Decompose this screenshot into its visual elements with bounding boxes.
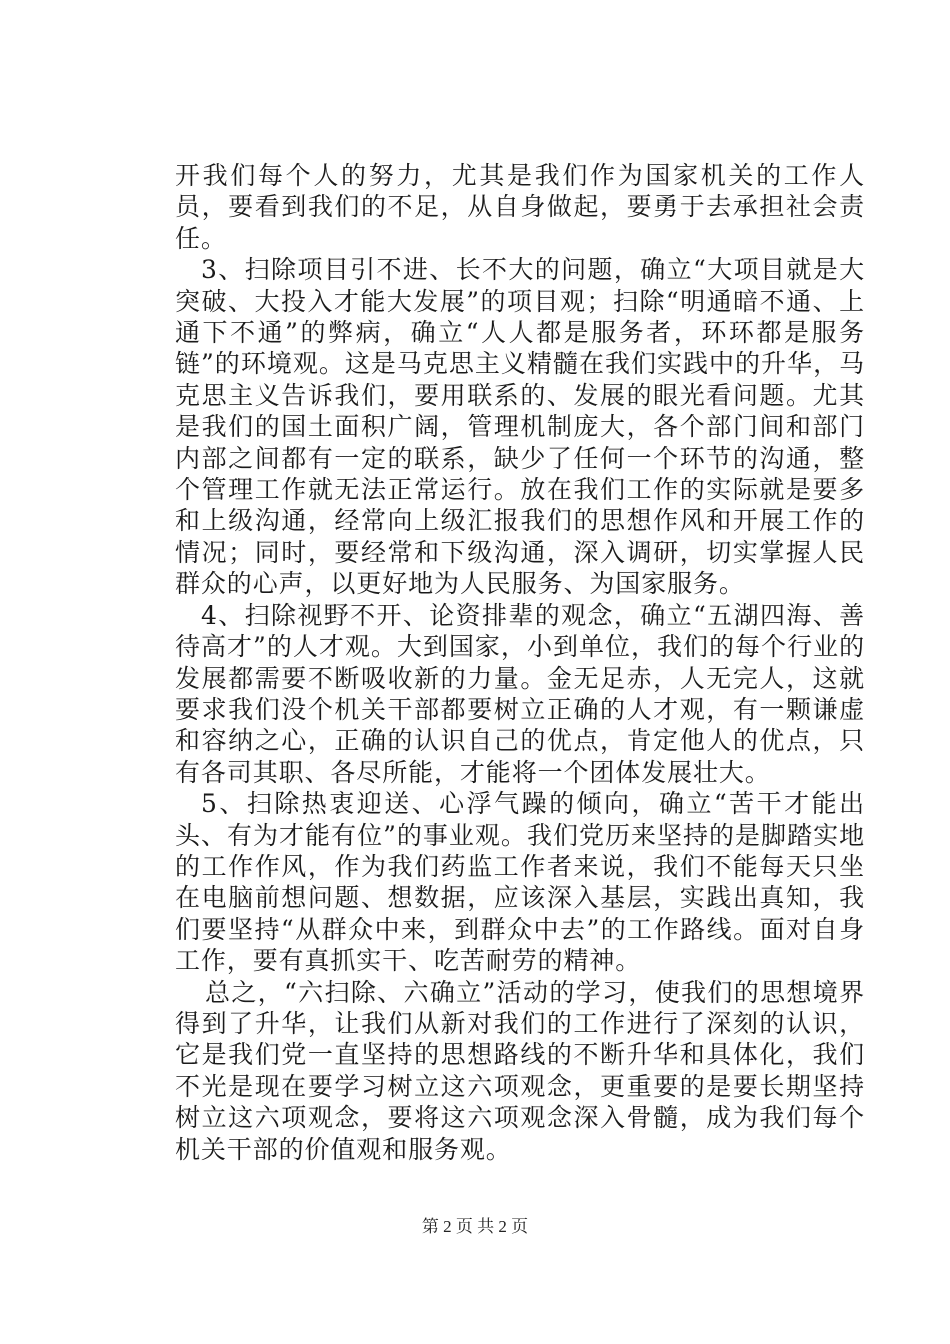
page-number-footer: 第 2 页 共 2 页 (421, 1217, 529, 1236)
paragraph-item-3: 3、扫除项目引不进、长不大的问题，确立“大项目就是大突破、大投入才能大发展”的项目观；扫除“明通暗不通、上通下不通”的弊病，确立“人人都是服务者，环环都是服务链”的环境观。这是马克思主义精髓在我们实践中的升华，马克思主义告诉我们，要用联系的、发展的眼光看问题。尤其是我们的国土面积广阔，管理机制庞大，各个部门间和部门内部之间都有一定的联系，缺少了任何一个环节的沟通，整个管理工作就无法正常运行。放在我们工作的实际就是要多和上级沟通，经常向上级汇报我们的思想作风和开展工作的情况；同时，要经常和下级沟通，深入调研，切实掌握人民群众的心声，以更好地为人民服务、为国家服务。 (175, 255, 865, 599)
paragraph-item-4: 4、扫除视野不开、论资排辈的观念，确立“五湖四海、善待高才”的人才观。大到国家，小到单位，我们的每个行业的发展都需要不断吸收新的力量。金无足赤，人无完人，这就要求我们没个机关干部都要树立正确的人才观，有一颗谦虚和容纳之心，正确的认识自己的优点，肯定他人的优点，只有各司其职、各尽所能，才能将一个团体发展壮大。 (175, 600, 865, 787)
paragraph-continuation: 开我们每个人的努力，尤其是我们作为国家机关的工作人员，要看到我们的不足，从自身做起，要勇于去承担社会责任。 (175, 161, 865, 253)
paragraph-conclusion: 总之，“六扫除、六确立”活动的学习，使我们的思想境界得到了升华，让我们从新对我们的工作进行了深刻的认识，它是我们党一直坚持的思想路线的不断升华和具体化，我们不光是现在要学习树立这六项观念，更重要的是要长期坚持树立这六项观念，要将这六项观念深入骨髓，成为我们每个机关干部的价值观和服务观。 (175, 977, 865, 1164)
paragraph-item-5: 5、扫除热衷迎送、心浮气躁的倾向，确立“苦干才能出头、有为才能有位”的事业观。我们党历来坚持的是脚踏实地的工作作风，作为我们药监工作者来说，我们不能每天只坐在电脑前想问题、想数据，应该深入基层，实践出真知，我们要坚持“从群众中来，到群众中去”的工作路线。面对自身工作，要有真抓实干、吃苦耐劳的精神。 (175, 789, 865, 976)
document-body (175, 160, 865, 1165)
